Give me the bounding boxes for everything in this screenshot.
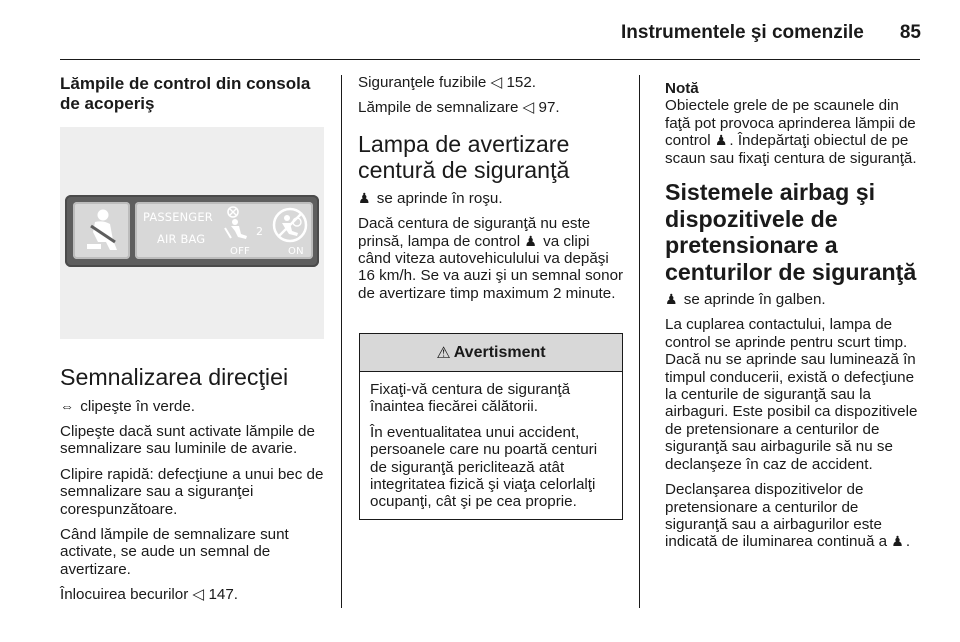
section-title-turn-signal: Semnalizarea direcţiei <box>60 364 289 390</box>
seatbelt-lamp-intro <box>358 190 626 207</box>
roof-console-image <box>60 127 324 339</box>
seatbelt-lamp <box>73 202 130 259</box>
off-label: OFF <box>230 246 250 257</box>
header-divider <box>60 59 920 60</box>
airbag-label: AIR BAG <box>157 232 206 246</box>
text-run: . <box>905 533 911 551</box>
fuses-ref <box>358 74 626 91</box>
airbag-off-icon <box>221 204 264 244</box>
ref-page: 147. <box>204 586 239 604</box>
text-run: Obiectele grele de pe scaunele din faţă pot provoca aprinderea lămpii de control <box>665 97 916 150</box>
seatbelt-icon: ♟ <box>714 132 728 149</box>
signal-lamps-ref <box>358 99 626 116</box>
warning-paragraph: Fixaţi-vă centura de siguranţă înaintea fiecărei călătorii. <box>370 381 571 416</box>
page-ref-link[interactable]: ◁ <box>522 99 535 117</box>
page-number: 85 <box>899 22 921 43</box>
page-ref-link[interactable]: ◁ <box>490 74 503 91</box>
control-panel <box>65 195 319 267</box>
text-run: Dacă centura de siguranţă nu este prinsă, lampa de control <box>358 215 591 250</box>
ref-page: 152. <box>502 74 537 91</box>
section-heading-roof-lamps: Lămpile de control din consola de acoperiş <box>60 74 311 113</box>
seatbelt-icon: ♟ <box>358 189 371 206</box>
warning-box <box>359 333 623 520</box>
ref-page: 97. <box>534 99 560 117</box>
seatbelt-color-text: se aprinde în roşu. <box>372 189 503 207</box>
warning-title: Avertisment <box>453 343 546 361</box>
ref-text: Înlocuirea becurilor <box>60 586 193 604</box>
note-text <box>665 97 923 167</box>
airbag-on-icon <box>271 206 309 244</box>
page-ref-link[interactable]: ◁ <box>192 586 205 604</box>
airbag-lamp-intro <box>665 291 923 308</box>
warning-icon: ⚠ <box>436 344 451 362</box>
column-1 <box>60 74 326 122</box>
paragraph <box>358 215 626 302</box>
text-run: . Îndepărtaţi obiectul de pe scaun sau fixaţi centura de siguranţă. <box>665 132 917 167</box>
paragraph: Clipire rapidă: defecţiune a unui bec de semnalizare sau a siguranţei corespunzătoare. <box>60 465 324 518</box>
paragraph: La cuplarea contactului, lampa de control se aprinde pentru scurt timp. Dacă nu se aprinde sau luminează în timpul conducerii, există o defecţiune la centurile de siguranţă sau la airbaguri. Este posibil ca dispozitivele de pretensionare a centurilor de siguranţă sau airbagurile să nu se declanşeze în caz de accident. <box>665 316 918 473</box>
turn-signal-color-text: clipeşte în verde. <box>76 397 196 415</box>
column-divider-1 <box>341 75 342 608</box>
turn-signal-intro <box>60 398 326 415</box>
turn-signal-icon: ⇔ <box>60 397 74 414</box>
text-run: Declanşarea dispozitivelor de pretensionare a centurilor de siguranţă sau a airbagurilor este indicată de iluminarea continuă a <box>665 481 892 551</box>
airbag-icon: ♟ <box>665 291 678 308</box>
paragraph <box>665 481 923 551</box>
ref-text: Siguranţele fuzibile <box>358 74 491 91</box>
airbag-color-text: se aprinde în galben. <box>679 291 826 309</box>
note-label: Notă <box>665 80 699 97</box>
ref-text: Lămpile de semnalizare <box>358 99 523 117</box>
column-3 <box>665 80 923 559</box>
warning-header <box>360 334 622 372</box>
airbag-icon: ♟ <box>891 533 904 550</box>
warning-paragraph: În eventualitatea unui accident, persoanele care nu poartă centuri de siguranţă periclitează atât integritatea fizică şi viaţa celorlalţi ocupanţi, cât şi pe cea proprie. <box>370 423 598 511</box>
column-1-lower <box>60 364 326 612</box>
paragraph: Când lămpile de semnalizare sunt activate, se aude un semnal de avertizare. <box>60 525 289 578</box>
passenger-label: PASSENGER <box>143 210 213 224</box>
seatbelt-icon <box>73 202 130 259</box>
text-run: va clipi când viteza autovehiculului va depăşi 16 km/h. Se va auzi şi un semnal sonor de avertizare timp maximum 2 minute. <box>358 232 624 302</box>
column-divider-2 <box>639 75 640 608</box>
off-number: 2 <box>256 225 264 238</box>
section-title-seatbelt-warning: Lampa de avertizare centură de siguranţă <box>358 130 570 184</box>
header-title: Instrumentele şi comenzile <box>621 22 864 43</box>
on-label: ON <box>288 246 304 257</box>
seatbelt-icon: ♟ <box>524 232 537 249</box>
paragraph: Clipeşte dacă sunt activate lămpile de semnalizare sau luminile de avarie. <box>60 422 315 458</box>
page-header <box>621 22 921 50</box>
warning-body <box>360 372 622 511</box>
section-title-airbag: Sistemele airbag şi dispozitivele de pretensionare a centurilor de siguranţă <box>665 179 917 285</box>
column-2 <box>358 74 626 310</box>
passenger-airbag-lamp <box>135 202 313 259</box>
bulb-replacement-ref <box>60 586 326 603</box>
